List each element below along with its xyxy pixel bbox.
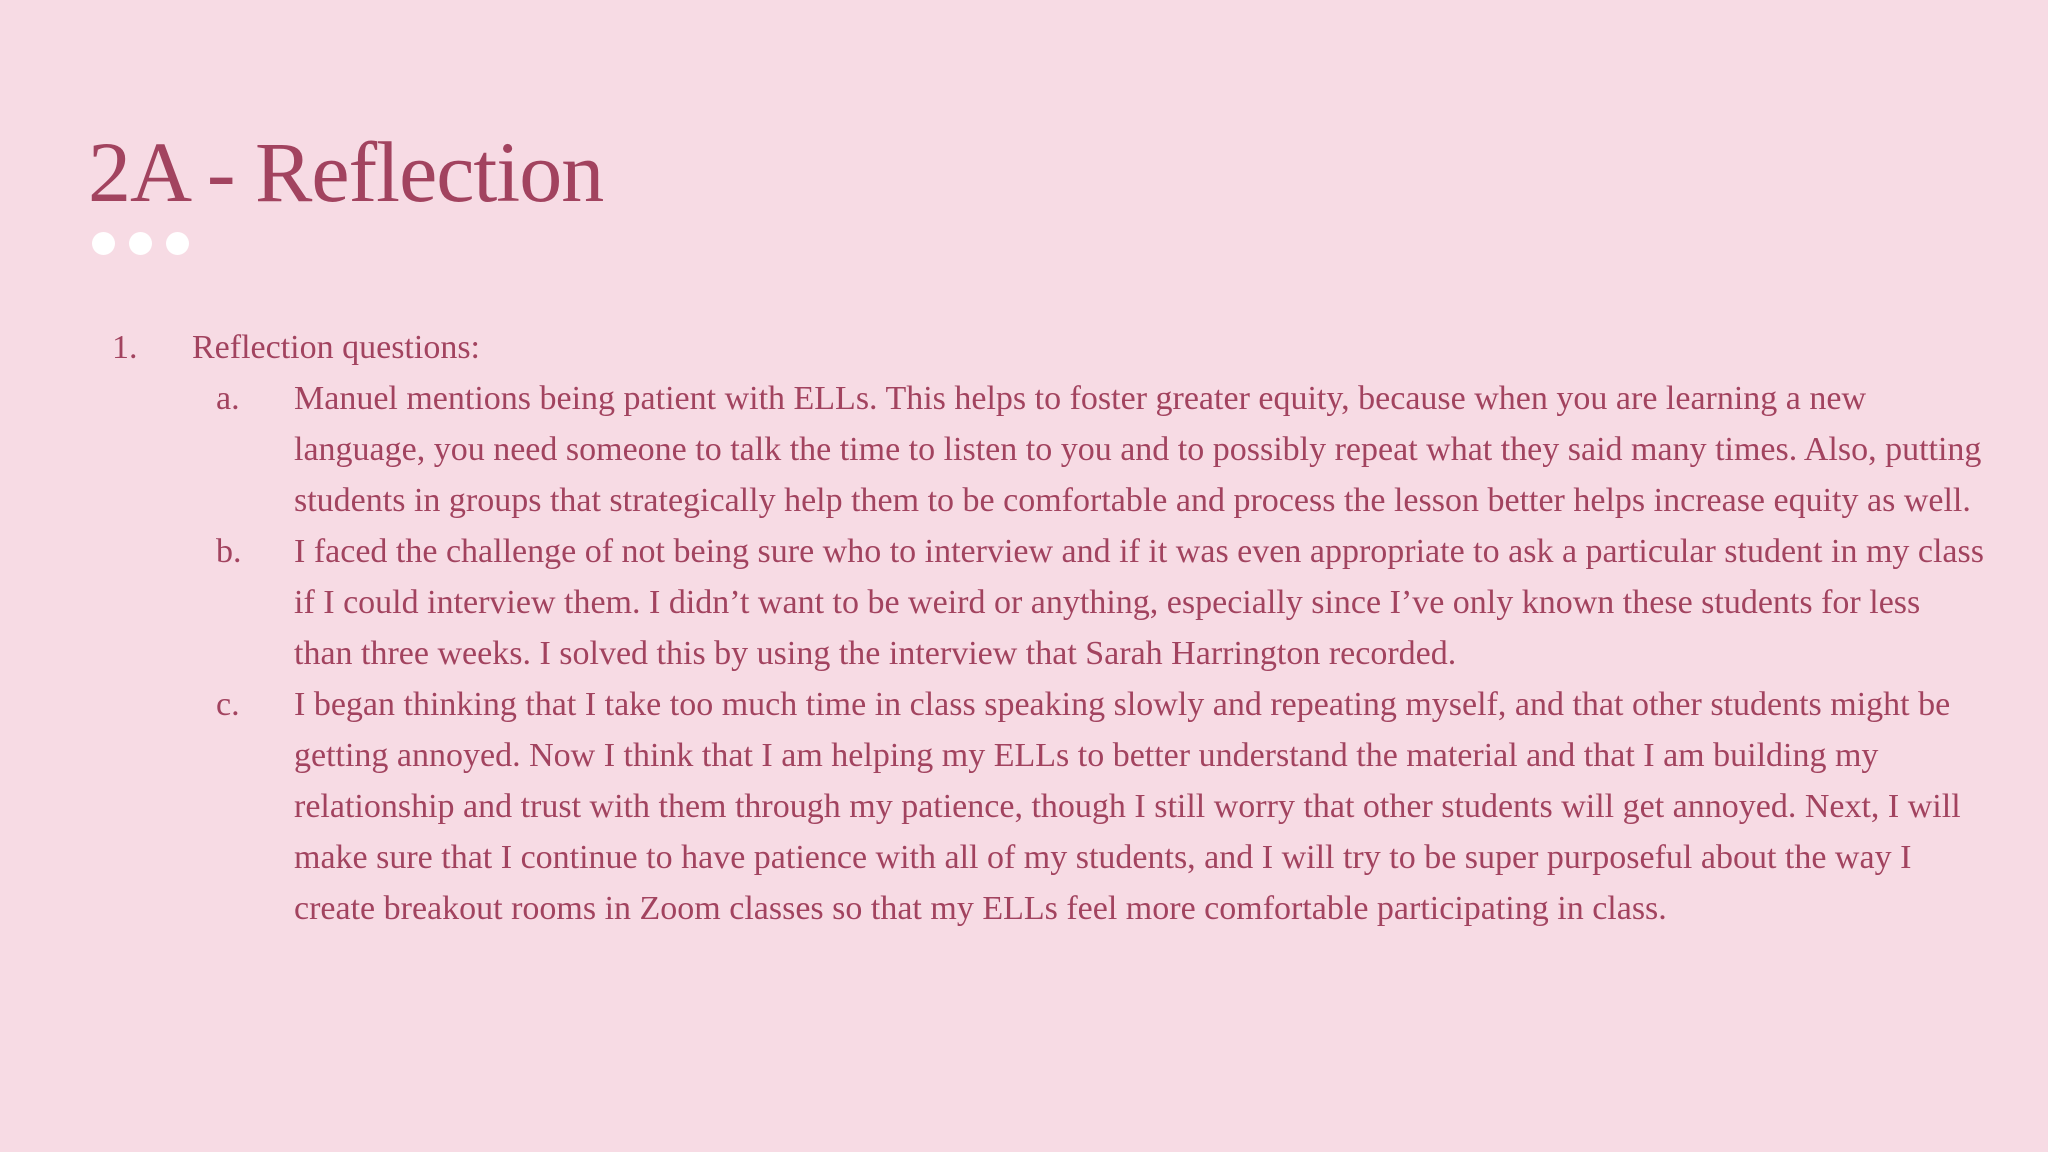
sub-item-text: I began thinking that I take too much time in class speaking slowly and repeating myself, and that other students might be getting annoyed. Now I think that I am helping my ELLs to better understand the material and that I am building my relationship and trust with them through my patience, though I still worry that other students will get annoyed. Next, I will make sure that I continue to have patience with all of my students, and I will try to be super purposeful about the way I create breakout rooms in Zoom classes so that my ELLs feel more comfortable participating in class. [294,686,1961,927]
list-heading: Reflection questions: [192,329,481,366]
dot-3 [166,232,189,255]
sub-item-marker: b. [216,533,242,570]
slide-title: 2A - Reflection [88,124,604,220]
slide-body [0,322,2048,934]
decorative-dots [92,232,189,255]
sub-item-a [216,373,1984,526]
list-number: 1. [112,329,138,366]
sub-item-marker: c. [216,686,240,723]
sub-item-b [216,526,1984,679]
sub-item-text: I faced the challenge of not being sure who to interview and if it was even appropriate to ask a particular student in my class if I could interview them. I didn’t want to be weird or anything, especially since I’ve only known these students for less than three weeks. I solved this by using the interview that Sarah Harrington recorded. [294,533,1984,672]
dot-2 [129,232,152,255]
list-item-1 [0,322,2048,373]
sub-item-c [216,679,1984,934]
sub-item-text: Manuel mentions being patient with ELLs. This helps to foster greater equity, because when you are learning a new language, you need someone to talk the time to listen to you and to possibly repeat what they said many times. Also, putting students in groups that strategically help them to be comfortable and process the lesson better helps increase equity as well. [294,380,1982,519]
dot-1 [92,232,115,255]
sub-item-marker: a. [216,380,240,417]
